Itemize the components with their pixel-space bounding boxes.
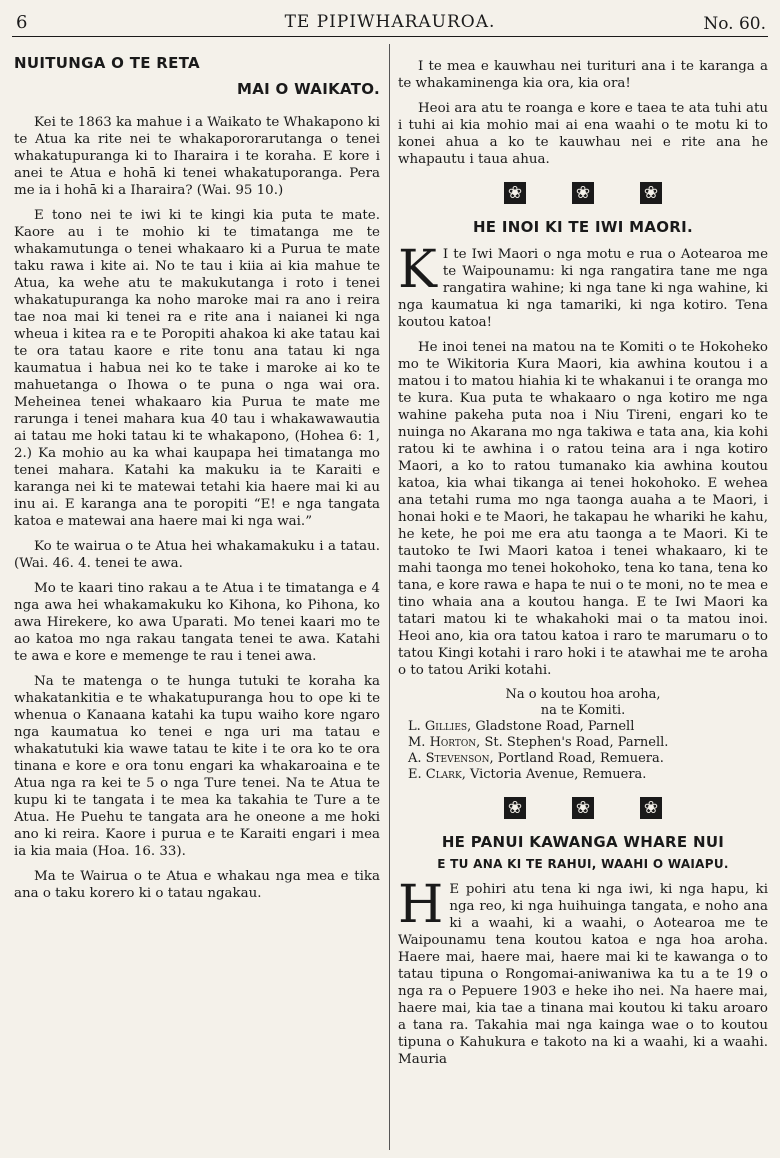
signatory: M. Horton, St. Stephen's Road, Parnell. <box>408 735 669 750</box>
page-number: 6 <box>16 12 28 33</box>
continued-paragraph: I te mea e kauwhau nei turituri ana i te karanga a te whakaminenga kia ora, kia ora! <box>398 59 768 91</box>
flower-ornament-icon <box>572 797 594 819</box>
article2-first-text: I te Iwi Maori o nga motu e rua o Aotearoa me te Waipounamu: ki nga rangatira tane me nga rangatira wahine; ki nga tane ki nga wahine, ki nga kaumatua ki nga tamariki, ki nga kotiro. Tena koutou katoa! <box>398 247 768 330</box>
flower-ornament-icon <box>504 797 526 819</box>
flower-ornament-icon <box>572 182 594 204</box>
article3-title: HE PANUI KAWANGA WHARE NUI <box>441 833 725 851</box>
ornament-row <box>398 797 768 819</box>
article1-paragraph: Ma te Wairua o te Atua e whakau nga mea e tika ana o taku korero ki o tatau ngakau. <box>14 869 380 901</box>
signatory-list <box>398 719 768 783</box>
article1-paragraph: Na te matenga o te hunga tutuki te koraha ka whakatankitia e te whakatupuranga hou to ope ki te whenua o Kanaana katahi ka tupu waiho kore ngaro nga kaumatua ko tenei e nga uri ma tatau e whakatutuki kia wawe tatau te kite i te ora ko te ora tinana e kore e ora tonu engari ka whakaroaina e te Atua nga ra kei te 5 o nga Ture tenei. Na te Atua te kupu ki te tangata i te mea ka takahia te Ture a te Atua. He Puehu te tangata ara he oneone a me hoki ano ki reira. Kaore i purua e te Karaiti engari i mea ia kia maia (Hoa. 16. 33). <box>14 674 380 859</box>
article1-title-line1: NUITUNGA O TE RETA <box>14 54 200 72</box>
signatory: A. Stevenson, Portland Road, Remuera. <box>408 751 664 766</box>
article2-paragraph: He inoi tenei na matou na te Komiti o te Hokoheko mo te Wikitoria Kura Maori, kia awhina koutou i a matou i to matou hiahia ki te whakanui i te oranga mo te kura. Kua puta te whakaaro o nga kotiro me nga wahine pakeha puta noa i Niu Tireni, engari ko te nuinga no Akarana mo nga takiwa e tata ana, kia kohi ratou ki te awhina i o ratou teina ara i nga kotiro Maori, a ko to ratou tumanako kia awhina koutou katoa, kia whai tikanga ai tenei hokohoko. E wehea ana tetahi ruma mo nga taonga auaha a te Maori, i honai hoki e te Maori, he takapau he whariki he kahu, he kete, he poi me era atu taonga a te Maori. Ki te tautoko te Iwi Maori katoa i tenei whakaaro, ki te mahi taonga mo tenei hokohoko, tena ko tana, tena ko tana, e kore rawa e hapa te nui o te moni, no te mea e tino whaia ana a koutou hanga. E te Iwi Maori ka tatari matou ki te whakahoki mai o ta matou inoi. Heoi ano, kia ora tatou katoa i raro te marumaru o to tatou Kingi kotahi i raro hoki i te atawhai me te aroha o to tatou Ariki kotahi. <box>398 340 768 678</box>
closing-sub: na te Komiti. <box>540 703 626 718</box>
article1-title-line2: MAI O WAIKATO. <box>237 80 380 98</box>
issue-number: No. 60. <box>703 14 766 34</box>
article3-subtitle: E TU ANA KI TE RAHUI, WAAHI O WAIAPU. <box>437 857 729 871</box>
article1-paragraph: Kei te 1863 ka mahue i a Waikato te Whakapono ki te Atua ka rite nei te whakapororarutanga o tenei whakatupuranga ki to Iharaira i te koraha. E kore i anei te Atua e hohā ki tenei whakatuporanga. Pera me ia i hohā ki a Iharaira? (Wai. 95 10.) <box>14 115 380 198</box>
left-column <box>14 44 380 1154</box>
flower-ornament-icon <box>640 182 662 204</box>
article3-first-text: E pohiri atu tena ki nga iwi, ki nga hapu, ki nga reo, ki nga huihuinga tangata, e noho ana ki a waahi, ki a waahi, o Aotearoa me te Waipounamu tena koutou katoa e nga hoa aroha. Haere mai, haere mai, haere mai ki te kawanga o to tatau tipuna o Rongomai-aniwaniwa ka tu a te 19 o nga ra o Pepuere 1903 e heke iho nei. Na haere mai, haere mai, kia tae a tinana mai koutou ki taku aroaro a tana ra. Takahia mai nga kainga wae o to koutou tipuna o Kahukura e takoto na ki a waahi, ki a waahi. Mauria <box>398 882 768 1067</box>
article1-paragraph: E tono nei te iwi ki te kingi kia puta te mate. Kaore au i te mohio ki te timatanga me te whakamutunga o tenei whakaaro ki a Purua te mate taku rawa i kite ai. No te tau i kiia ai kia mahue te Atua, ka wehe atu te makukutanga i roto i tenei whakatupuranga ka noho maroke mai ra ano i reira tae noa mai ki tenei ra e rite ana i naianei ki nga wheua i kitea ra e te Poropiti ahakoa ki ake tatau kai te ora tatau kaore e rite tonu ana tatau ki nga kaumatua i habua nei ko te take i maroke ai ko te mahuetanga o Ihowa o te puna o nga wai ora. Meheinea tenei whakaaro kia Purua te mate me rarunga i tenei mahara kua 40 tau i whakawawautia ai tatau me hoki tatau ki te whakapono, (Hohea 6: 1, 2.) Ka mohio au ka whai kaupapa hei timatanga mo tenei mahara. Katahi ka makuku ia te Karaiti e karanga nei ki te matewai tetahi kia haere mai ki au inu ai. E karanga ana te poropiti “E! e nga tangata katoa e matewai ana haere mai ki nga wai.” <box>14 208 380 529</box>
dropcap-letter: H <box>398 875 444 935</box>
column-divider <box>389 44 390 1150</box>
article1-paragraph: Ko te wairua o te Atua hei whakamakuku i a tatau. (Wai. 46. 4. tenei te awa. <box>14 539 380 571</box>
signatory: E. Clark, Victoria Avenue, Remuera. <box>408 767 647 782</box>
flower-ornament-icon <box>640 797 662 819</box>
closing-line: Na o koutou hoa aroha, <box>505 687 661 702</box>
page-header <box>12 8 768 37</box>
right-column <box>398 44 768 1154</box>
signatory: L. Gillies, Gladstone Road, Parnell <box>408 719 635 734</box>
article2-first-paragraph <box>398 240 768 331</box>
article1-paragraph: Mo te kaari tino rakau a te Atua i te timatanga e 4 nga awa hei whakamakuku ko Kihona, ko Pihona, ko awa Hirekere, ko awa Uparati. Mo tenei kaari mo te ao katoa mo nga rakau tangata tenei te awa. Katahi te awa e kore e memenge te rau i tenei awa. <box>14 581 380 664</box>
continued-paragraph: Heoi ara atu te roanga e kore e taea te ata tuhi atu i tuhi ai kia mohio mai ai ena waahi o te motu ki to konei ahua a ko te kauwhau nei e rite ana he whapautu i taua ahua. <box>398 101 768 167</box>
ornament-row <box>398 182 768 204</box>
article3-first-paragraph <box>398 875 768 1068</box>
dropcap-letter: K <box>398 240 437 300</box>
journal-title: TE PIPIWHARAUROA. <box>284 12 496 32</box>
article2-title: HE INOI KI TE IWI MAORI. <box>472 218 694 236</box>
flower-ornament-icon <box>504 182 526 204</box>
